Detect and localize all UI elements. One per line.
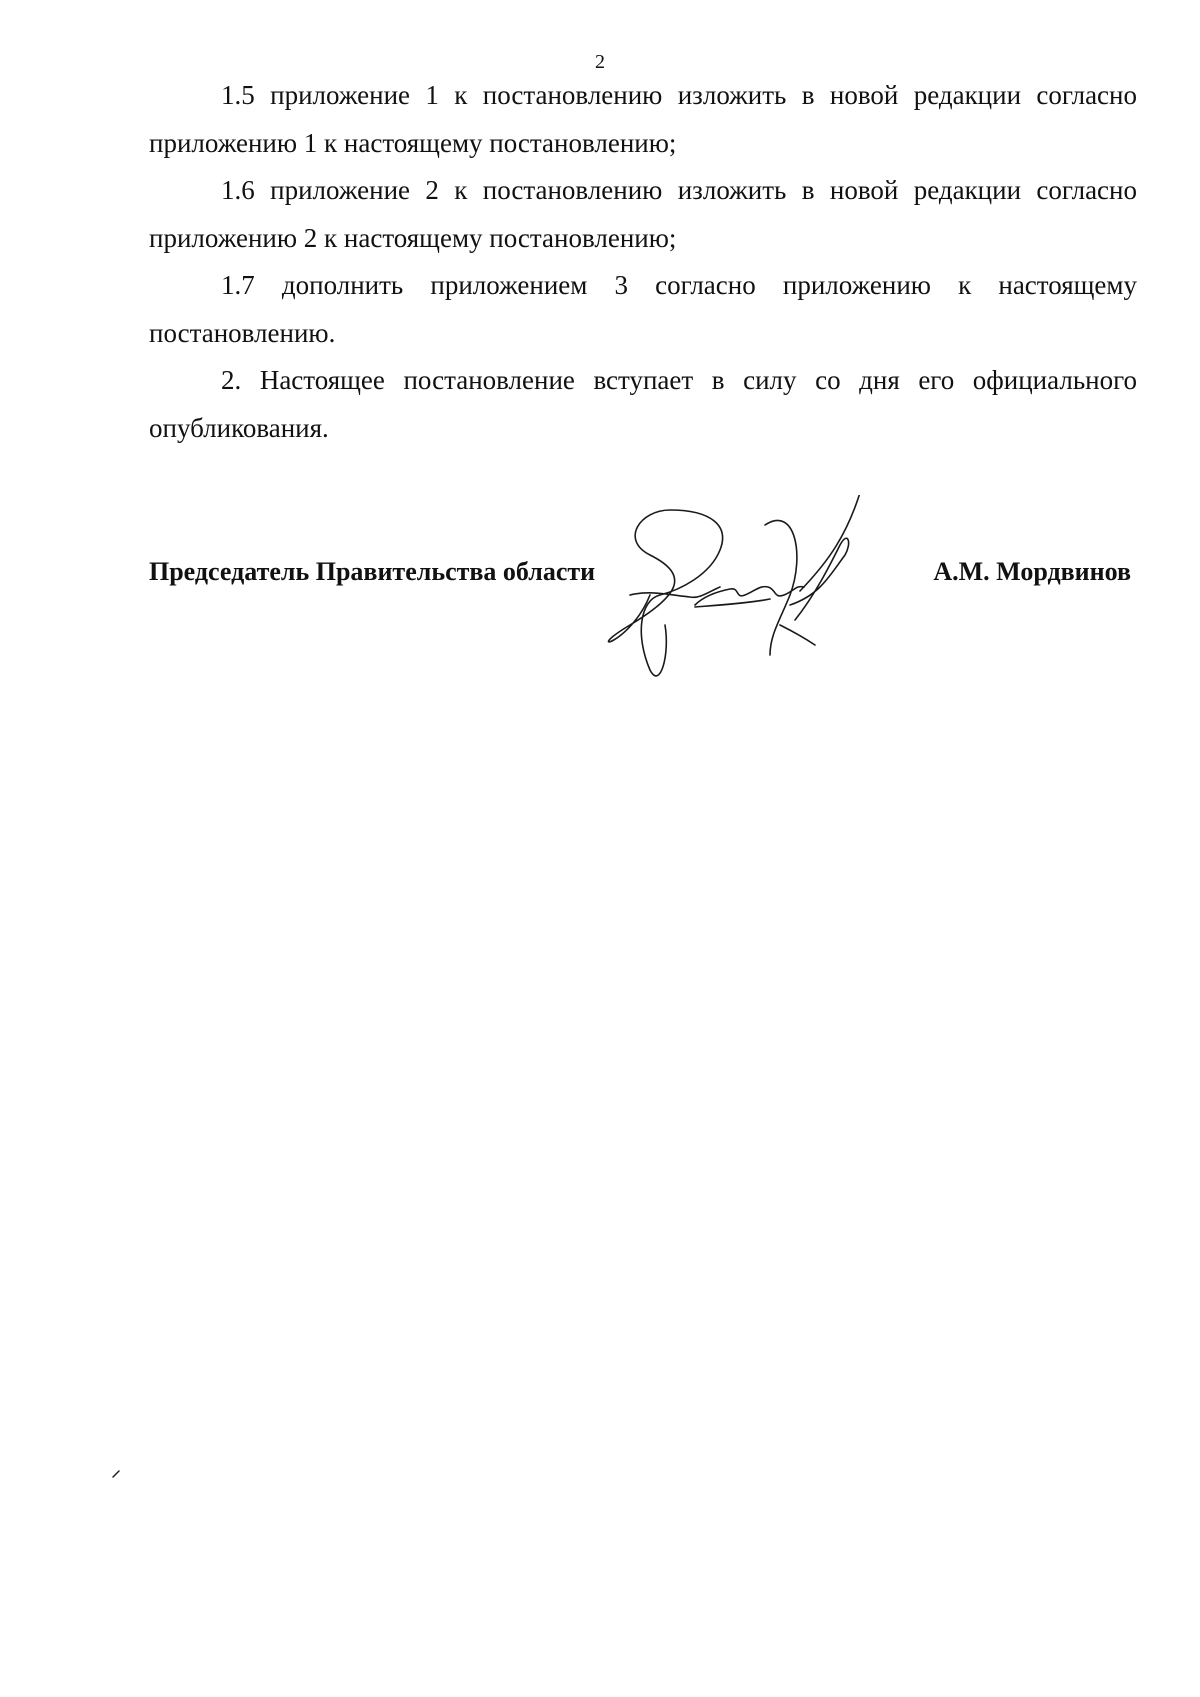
- signer-name: А.М. Мордвинов: [933, 557, 1131, 586]
- paragraph-2: 2. Настоящее постановление вступает в силу со дня его официального опубликования.: [149, 365, 1137, 443]
- signer-position: Председатель Правительства области: [149, 557, 596, 586]
- paragraph-1-7: 1.7 дополнить приложением 3 согласно приложению к настоящему постановлению.: [149, 270, 1137, 348]
- document-body: [149, 72, 1137, 452]
- scan-mark: [112, 1470, 120, 1478]
- handwritten-signature: [590, 495, 960, 695]
- paragraph-1-6: 1.6 приложение 2 к постановлению изложить в новой редакции согласно приложению 2 к настоящему постановлению;: [149, 175, 1137, 253]
- paragraph-1-5: 1.5 приложение 1 к постановлению изложить в новой редакции согласно приложению 1 к настоящему постановлению;: [149, 80, 1137, 158]
- page-number: 2: [595, 51, 605, 73]
